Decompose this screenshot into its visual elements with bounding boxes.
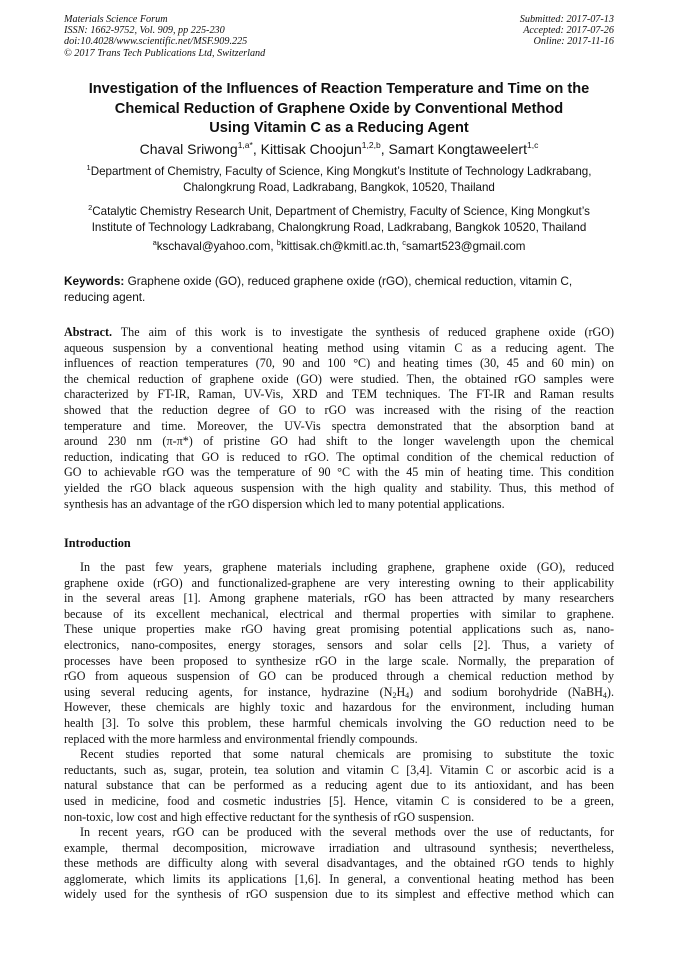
email-mark: a (152, 238, 157, 247)
author-name: Chaval Sriwong (139, 141, 238, 157)
accepted-date: Accepted: 2017-07-26 (523, 25, 614, 37)
abstract (64, 325, 614, 512)
author-affiliation-mark: 1,c (527, 140, 539, 150)
body-line: using several reducing agents, for instance, hydrazine $(N_2H_4)$ and sodium borohydride (NaBH$_4$). (64, 684, 614, 700)
abstract-line: GO to achievable rGO was the temperature of 90 °C with the 45 min of heating time. This condition (64, 465, 614, 480)
email-link[interactable]: kschaval@yahoo.com (156, 240, 271, 253)
journal-doi: doi:10.4028/www.scientific.net/MSF.909.225 (64, 36, 248, 48)
keywords-text: Graphene oxide (GO), reduced graphene oxide (rGO), chemical reduction, vitamin C, (124, 274, 573, 288)
body-line: processes have been proposed to synthesize rGO in the large scale. Normally, the preparation of (64, 653, 614, 668)
body-line: reductants, such as, sugar, protein, tea solution and vitamin C [3,4]. Vitamin C or ascorbic acid is a (64, 762, 614, 777)
abstract-line: characterized by FT-IR, Raman, UV-Vis, XRD and TEM techniques. The FT-IR and Raman results (64, 387, 614, 402)
abstract-label: Abstract. (64, 325, 113, 339)
author-name: Kittisak Choojun (260, 141, 362, 157)
affiliation-number: 1 (86, 163, 91, 172)
submission-dates (520, 14, 614, 48)
affiliation-number: 2 (88, 203, 93, 212)
keywords-label: Keywords: (64, 274, 125, 288)
email-mark: b (276, 238, 281, 247)
abstract-line: showed that the reduction degree of GO to rGO was increased with the rising of the reaction (64, 402, 614, 417)
title-line: Using Vitamin C as a Reducing Agent (209, 120, 469, 136)
body-line: graphene oxide (rGO) and functionalized-graphene are very interesting owning to their applicability (64, 575, 614, 590)
body-line: rGO from aqueous suspension of GO can be produced through a chemical reduction method by (64, 669, 614, 684)
affiliation (40, 204, 638, 236)
body-line: widely used for the synthesis of rGO suspension due to its simplest and effective method which can (64, 887, 614, 902)
journal-name: Materials Science Forum (64, 14, 168, 25)
affiliation-text: Institute of Technology Ladkrabang, Chalongkrung Road, Ladkrabang, Bangkok 10520, Thailand (91, 221, 587, 235)
affiliation-text: Chalongkrung Road, Ladkrabang, Bangkok, 10520, Thailand (183, 181, 495, 195)
abstract-line: influences of reaction temperatures (70, 90 and 100 °C) and heating times (30, 45 and 60 min) on (64, 356, 614, 371)
paper-title (50, 80, 628, 139)
author-affiliation-mark: 1,2,b (361, 140, 381, 150)
body-line: replaced with the more harmless and environmental friendly compounds. (64, 731, 418, 746)
abstract-line: temperature and time. Moreover, the UV-Vis spectra demonstrated that the absorption band at (64, 418, 614, 433)
body-line: natural substance that can be performed as a reducing agent due to its antioxidant, and has been (64, 778, 614, 793)
abstract-text: The aim of this work is to investigate the synthesis of reduced graphene oxide (rGO) (112, 325, 614, 339)
body-line: In recent years, rGO can be produced with the several methods over the use of reductants, for (80, 825, 614, 840)
abstract-line: reduction, indicating that GO is reduced to rGO. The optimal condition of the chemical reduction of (64, 449, 614, 464)
body-line: In the past few years, graphene materials including graphene, graphene oxide (GO), reduced (80, 560, 614, 574)
journal-copyright: © 2017 Trans Tech Publications Ltd, Switzerland (64, 47, 266, 59)
body-line: electronics, nano-composites, energy storages, sensors and solar cells [2]. Thus, a variety of (64, 637, 614, 652)
body-line: agglomerate, which limits its applications [1,6]. In general, a conventional heating method has been (64, 871, 614, 886)
body-line: These unique properties make rGO having great promising potential applications such as, nano- (64, 622, 614, 637)
abstract-line: the chemical reduction of graphene oxide (GO) were studied. Then, the obtained rGO samples were (64, 371, 614, 386)
affiliation-text: Department of Chemistry, Faculty of Science, King Mongkut’s Institute of Technology Ladkrabang, (90, 165, 592, 178)
email-mark: c (402, 238, 407, 247)
body-line: in the several areas [1]. Among graphene materials, rGO has been attracted by many researchers (64, 591, 614, 606)
submitted-date: Submitted: 2017-07-13 (519, 14, 614, 25)
section-heading: Introduction (64, 536, 131, 550)
title-line: Chemical Reduction of Graphene Oxide by Conventional Method (114, 100, 564, 117)
email-link[interactable]: samart523@gmail.com (406, 240, 526, 253)
abstract-line: yielded the rGO black aqueous suspension with the high quality and stability. Thus, this method of (64, 480, 614, 495)
body-line: health [3]. To solve this problem, these harmful chemicals involving the GO reduction need to be (64, 715, 614, 730)
title-line: Investigation of the Influences of Reaction Temperature and Time on the (88, 81, 590, 97)
body-line: However, these chemicals are highly toxic and hazardous for the environment, including human (64, 700, 614, 715)
online-date: Online: 2017-11-16 (533, 36, 614, 48)
body-line: example, thermal decomposition, microwave irradiation and ultrasound synthesis; nevertheless, (64, 840, 614, 855)
keywords-text: reducing agent. (64, 290, 146, 305)
abstract-line: aqueous suspension by a conventional heating method using vitamin C as a reducing agent. The (64, 340, 614, 355)
body-line: because of its excellent mechanical, electrical and thermal properties with similar to graphene. (64, 606, 614, 621)
body-line: used in medicine, food and cosmetic industries [5]. Hence, vitamin C is considered to be a green, (64, 793, 614, 808)
body-line: non-toxic, low cost and high effective reductant for the synthesis of rGO suspension. (64, 809, 475, 824)
author-name: Samart Kongtaweelert (388, 141, 527, 157)
affiliation-text: Catalytic Chemistry Research Unit, Department of Chemistry, Faculty of Science, King Mongkut’s (92, 205, 590, 218)
body-line: these methods are difficulty along with several disadvantages, and the obtained rGO tends to highly (64, 856, 614, 871)
body-line: Recent studies reported that some natural chemicals are promising to substitute the toxic (80, 747, 614, 762)
journal-info (64, 14, 265, 59)
email-link[interactable]: kittisak.ch@kmitl.ac.th (280, 240, 396, 253)
abstract-line: around 230 nm (π-π*) of pristine GO had shift to the longer wavelength upon the chemical (64, 434, 614, 449)
journal-issn: ISSN: 1662-9752, Vol. 909, pp 225-230 (64, 25, 225, 37)
introduction-body (64, 560, 614, 903)
abstract-line: synthesis has an advantage of the rGO dispersion which led to many potential applications. (64, 496, 505, 511)
affiliation (40, 164, 638, 196)
author-affiliation-mark: 1,a* (237, 140, 253, 150)
author-emails: $^a$kschaval@yahoo.com, $^b$kittisak.ch@kmitl.ac.th, $^c$samart523@gmail.com (152, 238, 526, 253)
author-list: Chaval Sriwong$^{1,a*}$, Kittisak Choojun$^{1,2,b}$, Samart Kongtaweelert$^{1,c}$ (139, 140, 539, 157)
keywords (64, 273, 614, 305)
